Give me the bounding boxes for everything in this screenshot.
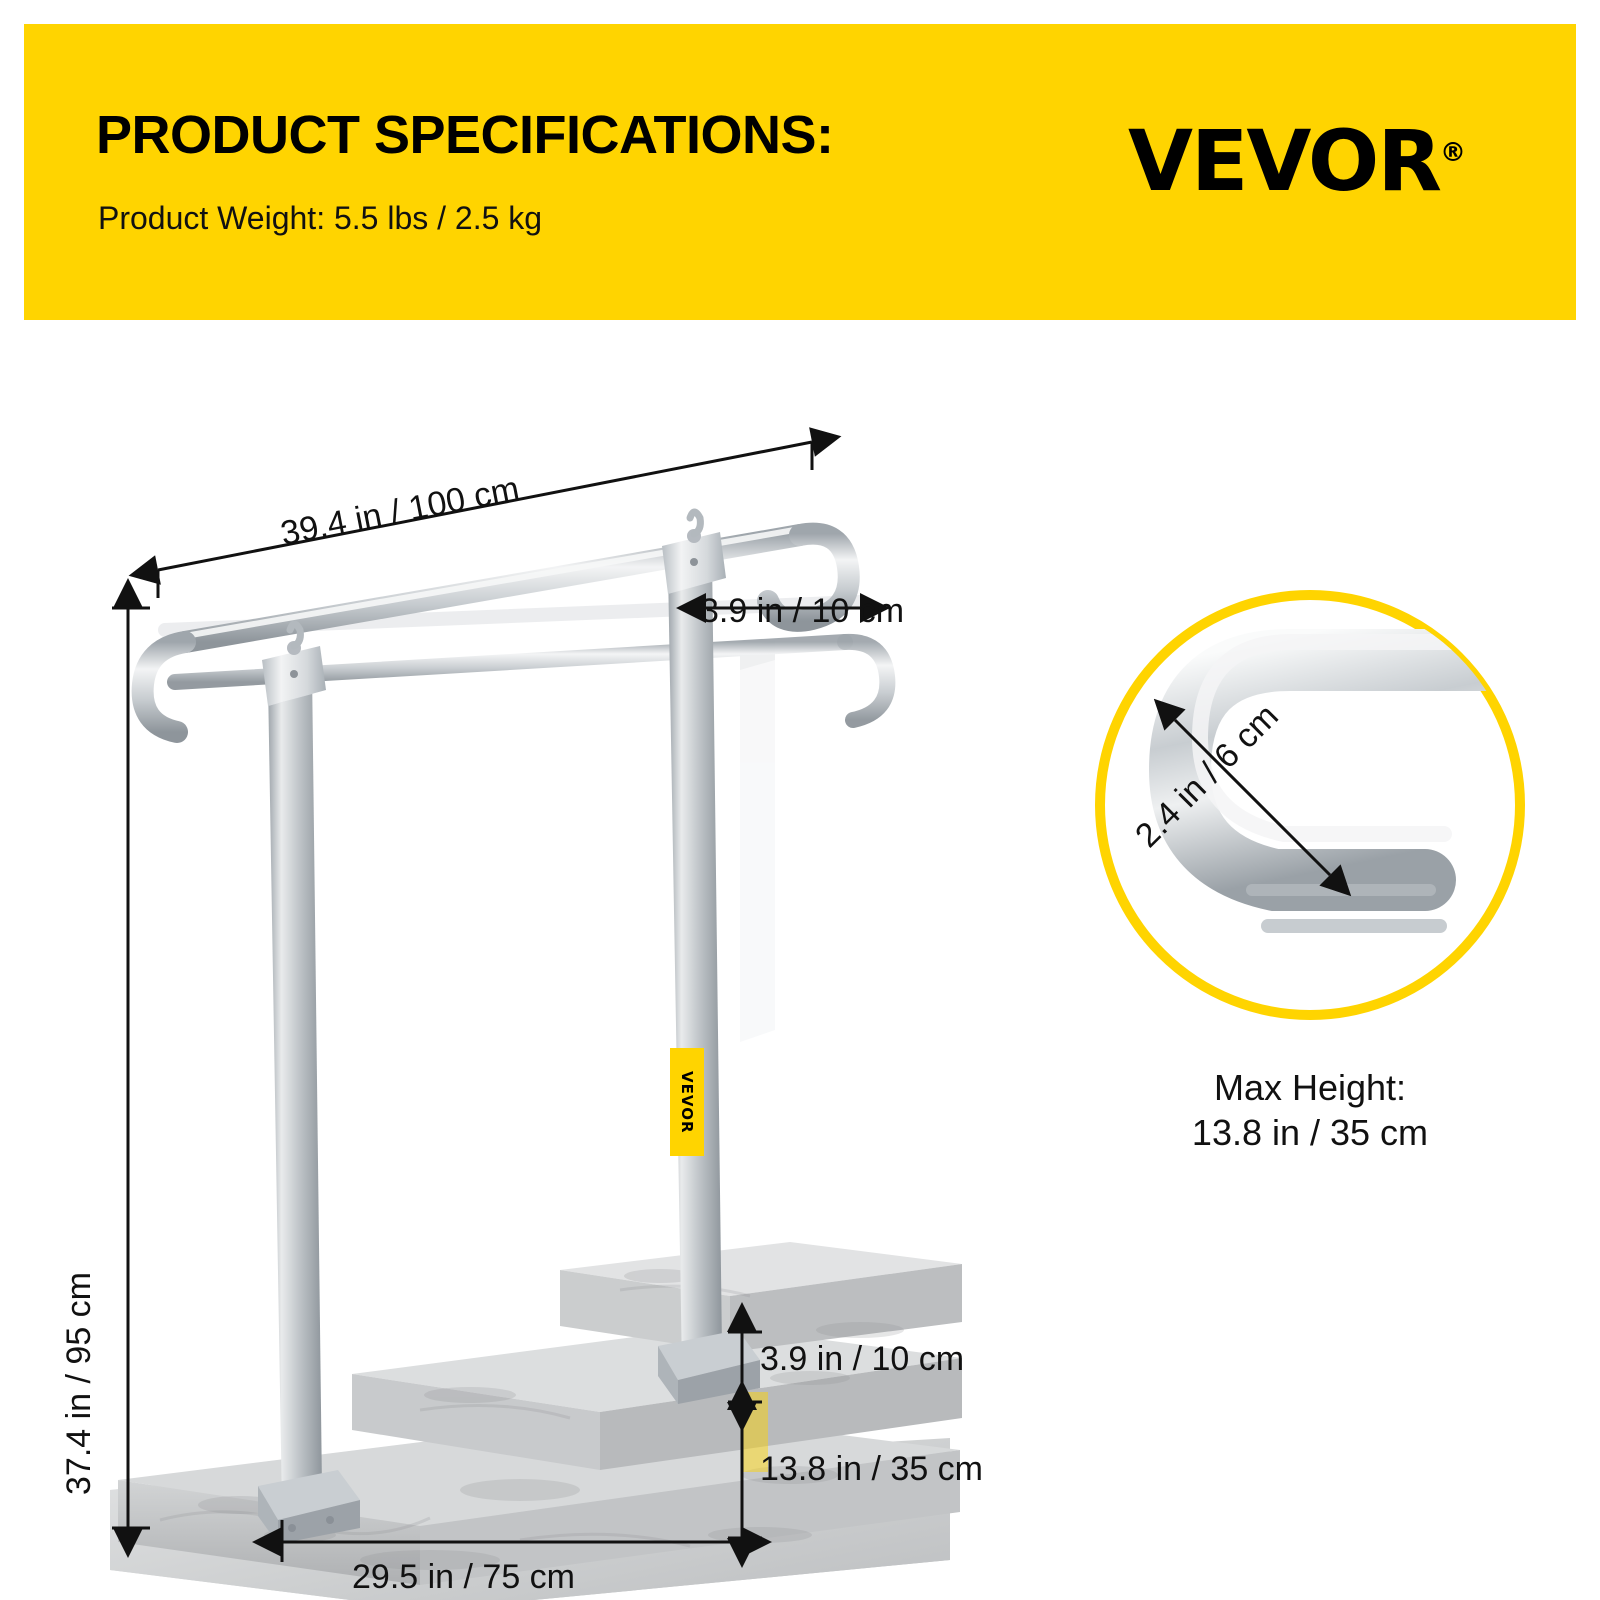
product-weight-text: Product Weight: 5.5 lbs / 2.5 kg [98,200,543,236]
dim-detail-callout: 2.4 in / 6 cm [1128,697,1286,855]
page-title: PRODUCT SPECIFICATIONS: [96,105,834,165]
post-vevor-badge: VEVOR [670,1048,704,1156]
dim-step-height: 13.8 in / 35 cm [760,1450,984,1488]
dim-base-width: 29.5 in / 75 cm [352,1558,576,1596]
brand-text: VEVOR [1127,112,1440,210]
left-post [258,624,360,1544]
header-banner [24,24,1576,320]
max-height-caption [1100,1065,1520,1155]
ghost-post [740,640,775,1042]
stone-steps [110,1242,965,1600]
dimension-diagram [0,330,1600,1600]
max-height-value: 13.8 in / 35 cm [1191,1112,1429,1153]
registered-mark-icon: ® [1440,138,1466,168]
dim-base-offset: 3.9 in / 10 cm [760,1340,965,1378]
vevor-logo [1128,112,1466,210]
dim-total-height: 37.4 in / 95 cm [60,1271,98,1495]
dim-post-spacing-top: 3.9 in / 10 cm [700,592,905,630]
diagram-canvas [0,330,1600,1600]
right-bracket [662,512,726,594]
dim-rail-length: 39.4 in / 100 cm [277,469,523,554]
max-height-label: Max Height: [1213,1067,1407,1108]
